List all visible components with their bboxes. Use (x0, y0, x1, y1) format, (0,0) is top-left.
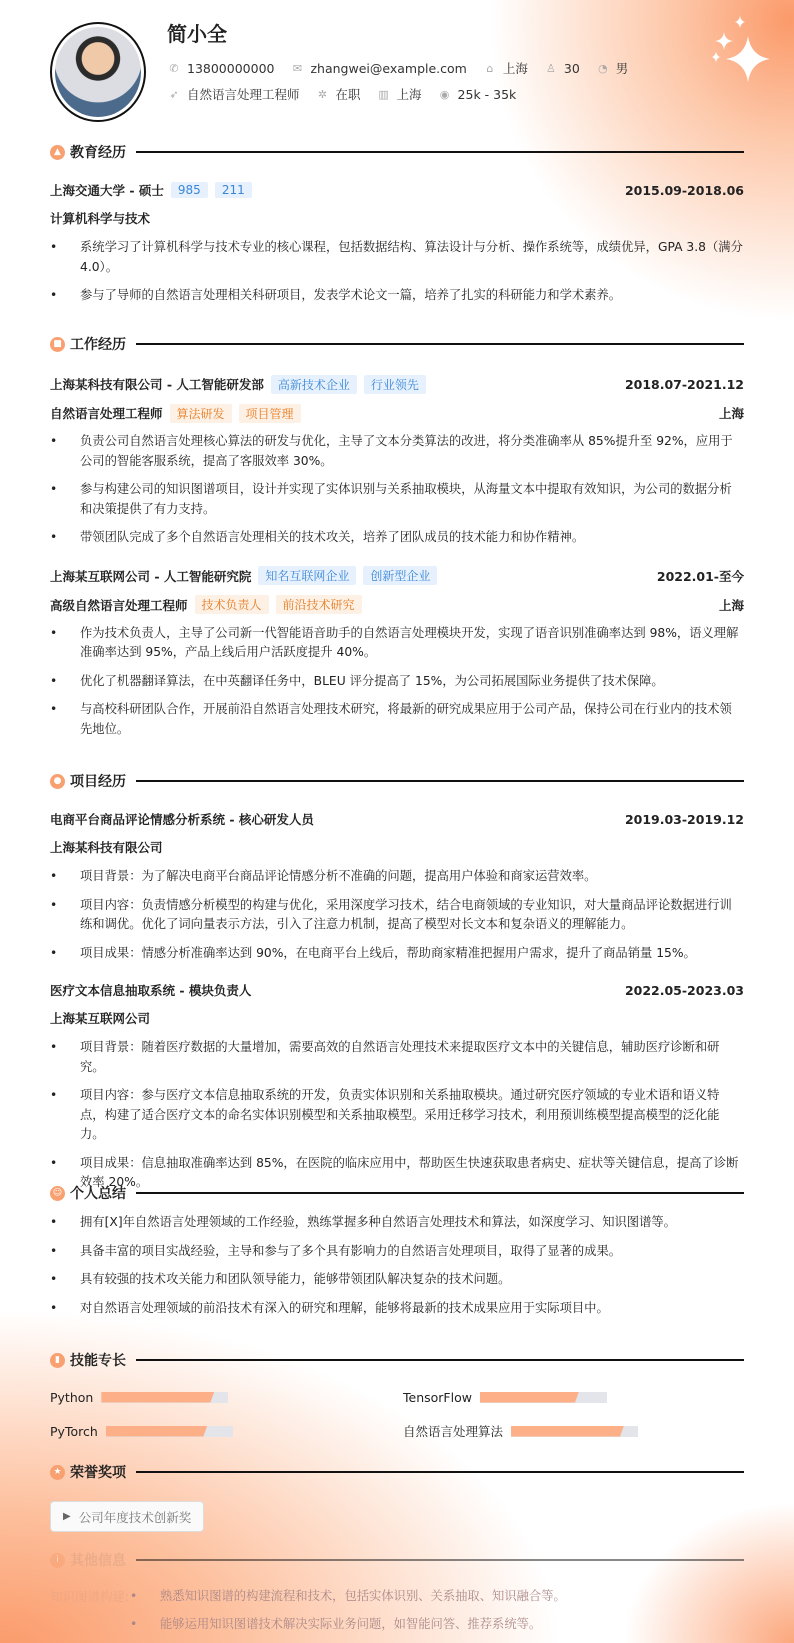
sparkle-icon (710, 16, 772, 84)
role: 自然语言处理工程师 (50, 406, 163, 421)
tag: 211 (215, 182, 252, 198)
major: 计算机科学与技术 (50, 211, 151, 226)
list-item: • 对自然语言处理领域的前沿技术有深入的研究和理解，能够将最新的技术成果应用于实际项目中。 (50, 1299, 744, 1319)
project-icon: ● (50, 774, 65, 789)
list-item: • 项目背景：为了解决电商平台商品评论情感分析不准确的问题，提高用户体验和商家运营效率。 (50, 867, 744, 887)
gender: 男 (615, 61, 629, 76)
info-icon: i (50, 1553, 65, 1568)
list-item: • 参与构建公司的知识图谱项目，设计并实现了实体识别与关系抽取模块，从海量文本中提取有效知识，为公司的数据分析和决策提供了有力支持。 (50, 480, 744, 519)
list-item: • 具有较强的技术攻关能力和团队领导能力，能够带领团队解决复杂的技术问题。 (50, 1270, 744, 1290)
job-status: 在职 (335, 87, 361, 102)
chart-icon: ▮ (50, 1353, 65, 1368)
list-item: • 作为技术负责人，主导了公司新一代智能语音助手的自然语言处理模块开发，实现了语音识别准确率达到 98%，语义理解准确率达到 95%，产品上线后用户活跃度提升 40%。 (50, 624, 744, 663)
list-item: • 带领团队完成了多个自然语言处理相关的技术攻关，培养了团队成员的技术能力和协作精神。 (50, 528, 744, 548)
send-icon: ➶ (169, 87, 179, 101)
company: 上海某科技有限公司 (50, 840, 163, 855)
city: 上海 (718, 406, 744, 421)
skill-name: TensorFlow (403, 1389, 472, 1405)
education-icon: ▲ (50, 145, 65, 160)
list-item: • 具备丰富的项目实战经验，主导和参与了多个具有影响力的自然语言处理项目，取得了显著的成果。 (50, 1242, 744, 1262)
job-target: 自然语言处理工程师 (187, 87, 300, 102)
list-item: • 优化了机器翻译算法，在中英翻译任务中，BLEU 评分提高了 15%，为公司拓展国际业务提供了技术保障。 (50, 672, 744, 692)
other-section (50, 1549, 744, 1642)
award-icon: ★ (50, 1465, 65, 1480)
skill-bar-fill (480, 1392, 579, 1403)
company: 上海某科技有限公司 - 人工智能研发部 (50, 377, 264, 392)
skill-item (403, 1421, 744, 1441)
date: 2022.05-2023.03 (624, 982, 744, 998)
date: 2022.01-至今 (656, 568, 744, 584)
user-icon: ☺ (50, 1186, 65, 1201)
project-name: 电商平台商品评论情感分析系统 - 核心研发人员 (50, 812, 314, 827)
section-title: 工作经历 (70, 337, 126, 353)
email: zhangwei@example.com (310, 60, 467, 76)
tag: 知名互联网企业 (258, 566, 356, 585)
triangle-icon: ▶ (63, 1511, 71, 1522)
skill-item (50, 1387, 403, 1407)
award-item (50, 1501, 204, 1532)
salary-icon: ◉ (439, 87, 450, 101)
home-icon: ⌂ (486, 61, 494, 75)
briefcase-icon: ■ (50, 337, 65, 352)
tag: 前沿技术研究 (276, 595, 362, 614)
list-item: • 项目背景：随着医疗数据的大量增加，需要高效的自然语言处理技术来提取医疗文本中的关键信息，辅助医疗诊断和研究。 (50, 1038, 744, 1077)
tag: 项目管理 (239, 404, 301, 423)
project-name: 医疗文本信息抽取系统 - 模块负责人 (50, 983, 252, 998)
phone-icon: ✆ (169, 61, 179, 75)
gender-icon: ◔ (597, 61, 608, 75)
skill-bar (101, 1392, 228, 1403)
work-item (50, 566, 744, 740)
work-item (50, 374, 744, 548)
salary: 25k - 35k (457, 86, 517, 102)
skill-name: Python (50, 1389, 94, 1405)
skill-item (403, 1387, 744, 1407)
section-title: 荣誉奖项 (70, 1465, 126, 1481)
mail-icon: ✉ (292, 61, 303, 75)
section-title: 技能专长 (70, 1353, 126, 1369)
skill-bar (106, 1426, 233, 1437)
project-item (50, 980, 744, 1193)
avatar (50, 22, 146, 122)
other-label: 知识图谱构建: (50, 1589, 130, 1604)
award-label: 公司年度技术创新奖 (78, 1509, 192, 1525)
section-title: 项目经历 (70, 774, 126, 790)
list-item: • 参与了导师的自然语言处理相关科研项目，发表学术论文一篇，培养了扎实的科研能力和学术素养。 (50, 286, 744, 306)
school: 上海交通大学 - 硕士 (50, 183, 164, 198)
candidate-name: 简小全 (167, 22, 227, 46)
tag: 创新型企业 (363, 566, 437, 585)
section-title: 教育经历 (70, 145, 126, 161)
skill-bar-fill (106, 1426, 208, 1437)
role: 高级自然语言处理工程师 (50, 597, 188, 613)
age: 30 (563, 60, 580, 76)
status-icon: ✲ (317, 87, 328, 101)
summary-section (50, 1182, 744, 1318)
skill-item (50, 1421, 403, 1441)
date: 2019.03-2019.12 (624, 811, 744, 827)
work-section (50, 333, 744, 739)
contact-row-1 (167, 59, 638, 77)
contact-row-2 (167, 85, 526, 103)
list-item: • 项目成果：信息抽取准确率达到 85%，在医院的临床应用中，帮助医生快速获取患者病史、症状等关键信息，提高了诊断效率 20%。 (50, 1154, 744, 1193)
project-item (50, 809, 744, 963)
tag: 985 (171, 182, 208, 198)
list-item: • 拥有[X]年自然语言处理领域的工作经验，熟练掌握多种自然语言处理技术和算法，如深度学习、知识图谱等。 (50, 1213, 744, 1233)
city: 上海 (718, 597, 744, 613)
list-item: • 系统学习了计算机科学与技术专业的核心课程，包括数据结构、算法设计与分析、操作系统等，成绩优异，GPA 3.8（满分 4.0）。 (50, 238, 744, 277)
list-item: • 项目成果：情感分析准确率达到 90%，在电商平台上线后，帮助商家精准把握用户需求，提升了商品销量 15%。 (50, 944, 744, 964)
skill-name: PyTorch (50, 1423, 98, 1439)
awards-section (50, 1461, 744, 1532)
skills-section (50, 1349, 744, 1441)
list-item: • 项目内容：参与医疗文本信息抽取系统的开发，负责实体识别和关系抽取模块。通过研究医疗领域的专业术语和语义特点，构建了适合医疗文本的命名实体识别模型和关系抽取模型。采用迁移学习技术，利用预训练模型提高模型的泛化能力。 (50, 1086, 744, 1145)
tag: 高新技术企业 (271, 375, 357, 394)
target-city: 上海 (396, 87, 422, 102)
date: 2018.07-2021.12 (624, 376, 744, 392)
company: 上海某互联网公司 (50, 1011, 151, 1026)
phone: 13800000000 (187, 60, 275, 76)
education-section (50, 141, 744, 306)
list-item: • 负责公司自然语言处理核心算法的研发与优化，主导了文本分类算法的改进，将分类准确率从 85%提升至 92%，应用于公司的智能客服系统，提高了客服效率 30%。 (50, 432, 744, 471)
list-item: • 与高校科研团队合作，开展前沿自然语言处理技术研究，将最新的研究成果应用于公司产品，保持公司在行业内的技术领先地位。 (50, 700, 744, 739)
list-item: • 项目内容：负责情感分析模型的构建与优化，采用深度学习技术，结合电商领域的专业知识，对大量商品评论数据进行训练和调优。优化了词向量表示方法，引入了注意力机制，提高了模型对长文本和复杂语义的理解能力。 (50, 896, 744, 935)
list-item: • 能够运用知识图谱技术解决实际业务问题，如智能问答、推荐系统等。 (130, 1615, 566, 1635)
skill-bar (511, 1426, 638, 1437)
tag: 技术负责人 (195, 595, 269, 614)
city: 上海 (502, 61, 528, 76)
company: 上海某互联网公司 - 人工智能研究院 (50, 568, 252, 584)
skill-name: 自然语言处理算法 (403, 1424, 504, 1439)
projects-section (50, 770, 744, 1193)
skill-bar-fill (101, 1392, 214, 1403)
building-icon: ▥ (378, 87, 389, 101)
age-icon: ♙ (545, 61, 556, 75)
skill-bar (480, 1392, 607, 1403)
list-item: • 熟悉知识图谱的构建流程和技术，包括实体识别、关系抽取、知识融合等。 (130, 1587, 566, 1607)
skill-bar-fill (511, 1426, 624, 1437)
date: 2015.09-2018.06 (624, 182, 744, 198)
section-title: 其他信息 (70, 1553, 126, 1569)
tag: 行业领先 (364, 375, 426, 394)
tag: 算法研发 (170, 404, 232, 423)
section-title: 个人总结 (70, 1186, 126, 1202)
